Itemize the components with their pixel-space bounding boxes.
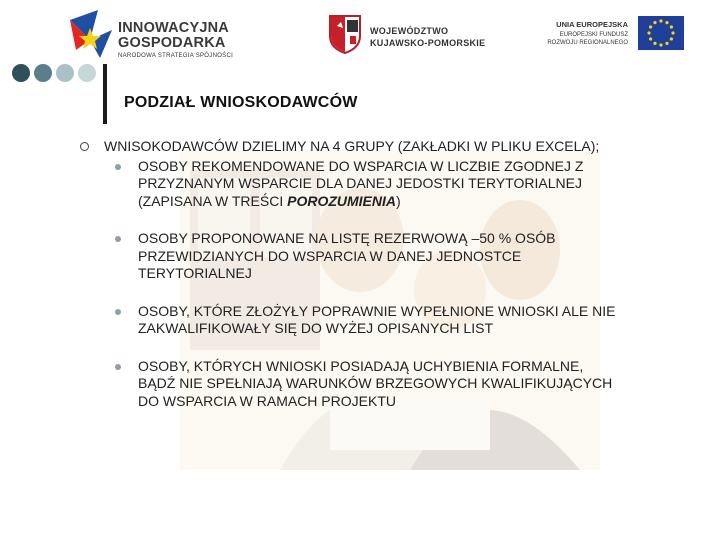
list-item [110, 158, 618, 211]
voivodeship-crest-icon [328, 14, 362, 54]
innowacyjna-gospodarka-logo [70, 8, 260, 60]
dot-pale [78, 64, 96, 82]
intro-bullet [80, 138, 620, 156]
slide-title: PODZIAŁ WNIOSKODAWCÓW [124, 94, 358, 111]
item-text: OSOBY, KTÓRE ZŁOŻYŁY POPRAWNIE WYPEŁNIONE WNIOSKI ALE NIE ZAKWALIFIKOWAŁY SIĘ DO WYŻEJ OPISANYCH LIST [138, 302, 616, 336]
ring-bullet-icon [80, 142, 89, 151]
item-text: OSOBY, KTÓRYCH WNIOSKI POSIADAJĄ UCHYBIENIA FORMALNE, BĄDŹ NIE SPEŁNIAJĄ WARUNKÓW BRZEGOWYCH KWALIFIKUJĄCYCH DO WSPARCIA W RAMACH PROJEKTU [138, 357, 613, 409]
dot-bullet-icon [115, 164, 121, 170]
list-item [110, 303, 618, 338]
ig-logo-line1: INNOWACYJNA [118, 20, 229, 36]
unia-europejska-logo [540, 14, 690, 58]
kp-logo-line1: WOJEWÓDZTWO [370, 26, 449, 36]
item-suffix: ) [396, 192, 401, 209]
dot-bullet-icon [115, 309, 121, 315]
ig-logo-line2: GOSPODARKA [118, 35, 226, 51]
group-list [80, 158, 620, 411]
dot-bullet-icon [115, 236, 121, 242]
ig-star-mark-icon [70, 10, 112, 58]
eu-flag-icon [638, 16, 684, 50]
intro-text: WNISOKODAWCÓW DZIELIMY NA 4 GRUPY (ZAKŁADKI W PLIKU EXCELA); [104, 138, 600, 154]
dot-dark [12, 64, 30, 82]
dot-mid [34, 64, 52, 82]
kujawsko-pomorskie-logo [328, 14, 488, 58]
slide-content [80, 138, 620, 430]
kp-logo-line2: KUJAWSKO-POMORSKIE [370, 38, 486, 48]
header-logos [0, 0, 720, 62]
item-text: OSOBY PROPONOWANE NA LISTĘ REZERWOWĄ –50 % OSÓB PRZEWIDZIANYCH DO WSPARCIA W DANEJ JEDNOSTCE TERYTORIALNEJ [138, 230, 556, 281]
list-item [110, 358, 618, 411]
item-text: OSOBY REKOMENDOWANE DO WSPARCIA W LICZBIE ZGODNEJ Z PRZYZNANYM WSPARCIE DLA DANEJ JEDOSTKI TERYTORIALNEJ (ZAPISANA W TREŚCI [138, 157, 584, 209]
title-accent-line [103, 64, 107, 124]
ue-logo-line3: ROZWOJU REGIONALNEGO [547, 40, 628, 46]
decorative-dots [12, 64, 96, 84]
dot-bullet-icon [115, 364, 121, 370]
list-item [110, 230, 618, 283]
ig-logo-line3: NARODOWA STRATEGIA SPÓJNOŚCI [118, 53, 234, 59]
ue-logo-line1: UNIA EUROPEJSKA [556, 20, 628, 29]
item-emphasis: POROZUMIENIA [287, 192, 396, 209]
ue-logo-line2: EUROPEJSKI FUNDUSZ [559, 32, 628, 38]
dot-light [56, 64, 74, 82]
